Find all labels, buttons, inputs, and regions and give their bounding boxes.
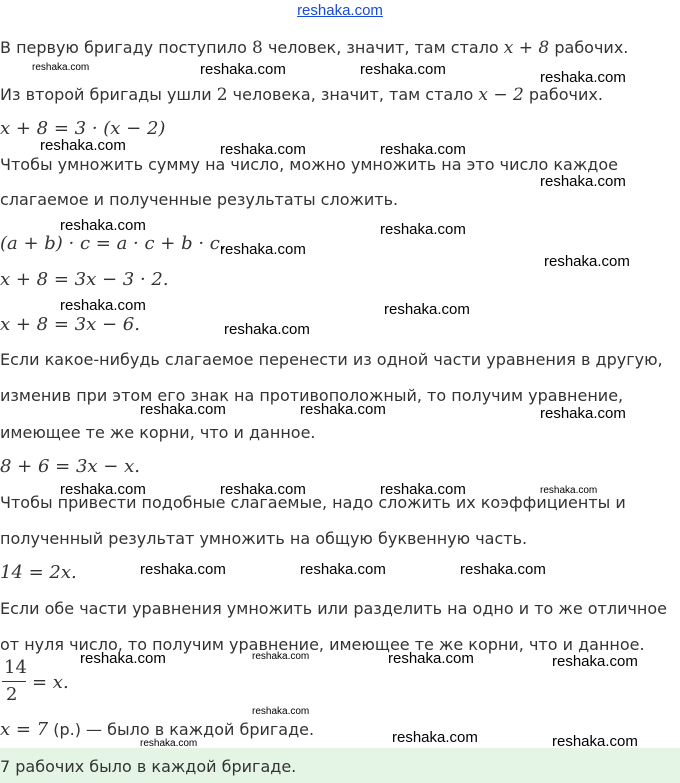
rule-2-line-1: Если какое-нибудь слагаемое перенести из одной части уравнения в другую, xyxy=(0,350,663,369)
watermark: reshaka.com xyxy=(32,62,90,73)
rule-1-line-1: Чтобы умножить сумму на число, можно умножить на это число каждое xyxy=(0,155,618,174)
math-expression: x − 2 xyxy=(478,85,524,105)
equation-3: x + 8 = 3x − 3 · 2. xyxy=(0,269,169,290)
equation-2: (a + b) · c = a · c + b · c. xyxy=(0,233,226,254)
site-link[interactable]: reshaka.com xyxy=(297,2,383,19)
text-segment: человека, значит, там стало xyxy=(227,85,479,104)
watermark: reshaka.com xyxy=(60,217,146,234)
fraction-numerator: 14 xyxy=(4,657,27,678)
equation-1: x + 8 = 3 · (x − 2) xyxy=(0,118,166,139)
watermark: reshaka.com xyxy=(552,653,638,670)
text-line-2 xyxy=(0,85,603,105)
watermark: reshaka.com xyxy=(392,729,478,746)
text-segment: В первую бригаду поступило xyxy=(0,38,253,57)
watermark: reshaka.com xyxy=(540,69,626,86)
equation-6: 14 = 2x. xyxy=(0,562,77,583)
final-equation: x = 7 xyxy=(0,719,49,740)
watermark: reshaka.com xyxy=(360,61,446,78)
watermark: reshaka.com xyxy=(60,481,146,498)
final-result-line xyxy=(0,720,314,740)
watermark: reshaka.com xyxy=(140,401,226,418)
watermark: reshaka.com xyxy=(140,738,198,749)
text-segment: Из второй бригады ушли xyxy=(0,85,217,104)
math-number: 8 xyxy=(252,38,263,58)
text-segment: рабочих. xyxy=(549,38,629,57)
watermark: reshaka.com xyxy=(252,706,310,717)
rule-3-line-1: Чтобы привести подобные слагаемые, надо сложить их коэффициенты и xyxy=(0,493,626,512)
rule-1-line-2: слагаемое и полученные результаты сложить. xyxy=(0,190,399,209)
equation-4: x + 8 = 3x − 6. xyxy=(0,314,140,335)
rule-3-line-2: полученный результат умножить на общую буквенную часть. xyxy=(0,529,528,548)
rule-2-line-3: имеющее те же корни, что и данное. xyxy=(0,423,316,442)
fraction-denominator: 2 xyxy=(6,684,18,705)
watermark: reshaka.com xyxy=(60,297,146,314)
answer-box xyxy=(0,748,680,783)
watermark: reshaka.com xyxy=(380,481,466,498)
watermark: reshaka.com xyxy=(544,253,630,270)
watermark: reshaka.com xyxy=(220,241,306,258)
rule-4-line-1: Если обе части уравнения умножить или разделить на одно и то же отличное xyxy=(0,599,668,618)
watermark: reshaka.com xyxy=(460,561,546,578)
watermark: reshaka.com xyxy=(220,481,306,498)
math-expression: x + 8 xyxy=(503,38,550,58)
text-segment: рабочих. xyxy=(523,85,603,104)
text-segment: человек, значит, там стало xyxy=(262,38,504,57)
answer-text: 7 рабочих было в каждой бригаде. xyxy=(0,757,297,776)
watermark: reshaka.com xyxy=(380,141,466,158)
watermark: reshaka.com xyxy=(384,301,470,318)
fraction xyxy=(0,657,30,709)
watermark: reshaka.com xyxy=(388,650,474,667)
watermark: reshaka.com xyxy=(380,221,466,238)
watermark: reshaka.com xyxy=(80,650,166,667)
watermark: reshaka.com xyxy=(540,405,626,422)
watermark: reshaka.com xyxy=(140,561,226,578)
watermark: reshaka.com xyxy=(40,137,126,154)
watermark: reshaka.com xyxy=(552,733,638,750)
watermark: reshaka.com xyxy=(300,561,386,578)
watermark: reshaka.com xyxy=(300,401,386,418)
math-number: 2 xyxy=(216,85,228,105)
watermark: reshaka.com xyxy=(220,141,306,158)
watermark: reshaka.com xyxy=(224,321,310,338)
watermark: reshaka.com xyxy=(540,173,626,190)
text-line-1 xyxy=(0,38,628,58)
watermark: reshaka.com xyxy=(200,61,286,78)
equation-5: 8 + 6 = 3x − x. xyxy=(0,456,140,477)
watermark: reshaka.com xyxy=(252,651,310,662)
fraction-result: = x. xyxy=(32,672,69,693)
rule-2-line-2: изменив при этом его знак на противоположный, то получим уравнение, xyxy=(0,386,624,405)
watermark: reshaka.com xyxy=(540,485,598,496)
rule-4-line-2: от нуля число, то получим уравнение, имеющее те же корни, что и данное. xyxy=(0,635,645,654)
final-unit-text: (р.) — было в каждой бригаде. xyxy=(48,720,315,739)
fraction-bar xyxy=(2,681,26,682)
